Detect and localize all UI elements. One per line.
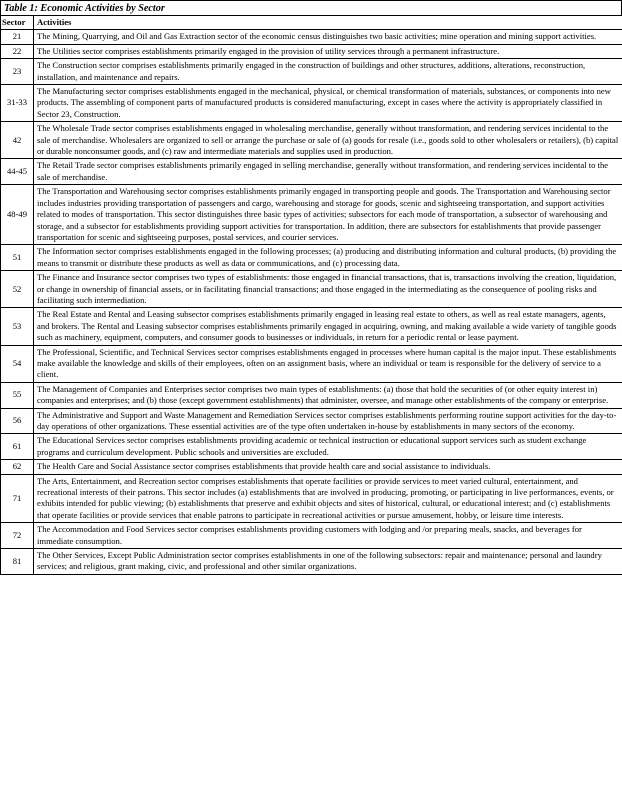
table-row bbox=[1, 185, 622, 245]
activity-description: The Finance and Insurance sector comprises two types of establishments: those engaged in financial transactions, that is, transactions involving the creation, liquidation, or change in ownership of financial assets, or in facilitating financial transactions; and those engaged in the intermediating as the consequence of pooling risks and facilitating such intermediation. bbox=[34, 271, 622, 308]
table-row bbox=[1, 345, 622, 382]
activity-description: The Professional, Scientific, and Technical Services sector comprises establishments engaged in processes where human capital is the major input. These establishments make available the knowledge and skills of their employees, often on an assignment basis, where an individual or team is responsible for the delivery of service to a client. bbox=[34, 345, 622, 382]
activity-description: The Other Services, Except Public Administration sector comprises establishments in one of the following subsectors: repair and maintenance; personal and laundry services; and religious, grant making, civic, and professional and other similar organizations. bbox=[34, 549, 622, 575]
table-row bbox=[1, 549, 622, 575]
sector-code: 31-33 bbox=[1, 85, 34, 122]
sector-code: 51 bbox=[1, 245, 34, 271]
table-row bbox=[1, 59, 622, 85]
sector-code: 22 bbox=[1, 44, 34, 58]
table-row bbox=[1, 30, 622, 44]
sector-code: 61 bbox=[1, 434, 34, 460]
table-row bbox=[1, 122, 622, 159]
activity-description: The Arts, Entertainment, and Recreation sector comprises establishments that operate facilities or provide services to meet varied cultural, entertainment, and recreational interests of their patrons. This sector includes (a) establishments that are involved in producing, promoting, or participating in live performances, events, or exhibits intended for public viewing; (b) establishments that preserve and exhibit objects and sites of historical, cultural, or educational interest; and (c) establishments that operate facilities or provide services that enable patrons to participate in recreational activities or pursue amusement, hobby, or leisure time interests. bbox=[34, 474, 622, 523]
activity-description: The Health Care and Social Assistance sector comprises establishments that provide health care and social assistance to individuals. bbox=[34, 460, 622, 474]
activity-description: The Mining, Quarrying, and Oil and Gas Extraction sector of the economic census distinguishes two basic activities; mine operation and mining support activities. bbox=[34, 30, 622, 44]
sector-code: 21 bbox=[1, 30, 34, 44]
activity-description: The Administrative and Support and Waste Management and Remediation Services sector comprises establishments performing routine support activities for the day-to-day operations of other organizations. These essential activities are of the type often undertaken in-house by establishments in many sectors of the economy. bbox=[34, 408, 622, 434]
table-row bbox=[1, 245, 622, 271]
sector-code: 54 bbox=[1, 345, 34, 382]
activity-description: The Utilities sector comprises establishments primarily engaged in the provision of utility services through a permanent infrastructure. bbox=[34, 44, 622, 58]
activity-description: The Information sector comprises establishments engaged in the following processes; (a) producing and distributing information and cultural products, (b) providing the means to transmit or distribute these products as well as data or communications, and (c) processing data. bbox=[34, 245, 622, 271]
table-row bbox=[1, 44, 622, 58]
activity-description: The Wholesale Trade sector comprises establishments engaged in wholesaling merchandise, generally without transformation, and rendering services incidental to the sale of merchandise. Wholesalers are organized to sell or arrange the purchase or sale of (a) goods for resale (i.e., goods sold to other wholesalers or retailers), (b) capital or durable nonconsumer goods, and (c) raw and intermediate materials and supplies used in production. bbox=[34, 122, 622, 159]
table-row bbox=[1, 474, 622, 523]
sector-code: 48-49 bbox=[1, 185, 34, 245]
sector-code: 23 bbox=[1, 59, 34, 85]
table-row bbox=[1, 308, 622, 345]
sector-code: 52 bbox=[1, 271, 34, 308]
economic-activities-table bbox=[0, 15, 622, 575]
activities-column-header: Activities bbox=[34, 16, 622, 30]
table-caption: Table 1: Economic Activities by Sector bbox=[0, 0, 622, 15]
activity-description: The Educational Services sector comprises establishments providing academic or technical instruction or educational support services such as student exchange programs and curriculum development. Public schools and universities are excluded. bbox=[34, 434, 622, 460]
activity-description: The Construction sector comprises establishments primarily engaged in the construction of buildings and other structures, additions, alterations, reconstruction, installation, and maintenance and repairs. bbox=[34, 59, 622, 85]
table-row bbox=[1, 382, 622, 408]
table-row bbox=[1, 434, 622, 460]
table-row bbox=[1, 85, 622, 122]
sector-code: 44-45 bbox=[1, 159, 34, 185]
table-row bbox=[1, 271, 622, 308]
activity-description: The Management of Companies and Enterprises sector comprises two main types of establishments: (a) those that hold the securities of (or other equity interest in) companies and enterprises; and (b) those (except government establishments) that administer, oversee, and manage other establishments of the company or enterprise. bbox=[34, 382, 622, 408]
table-header-row bbox=[1, 16, 622, 30]
sector-code: 55 bbox=[1, 382, 34, 408]
sector-code: 56 bbox=[1, 408, 34, 434]
sector-code: 53 bbox=[1, 308, 34, 345]
activity-description: The Manufacturing sector comprises establishments engaged in the mechanical, physical, or chemical transformation of materials, substances, or components into new products. The assembling of component parts of manufactured products is considered manufacturing, except in cases where the activity is appropriately classified in Sector 23, Construction. bbox=[34, 85, 622, 122]
sector-code: 71 bbox=[1, 474, 34, 523]
table-row bbox=[1, 408, 622, 434]
sector-code: 81 bbox=[1, 549, 34, 575]
sector-code: 72 bbox=[1, 523, 34, 549]
activity-description: The Retail Trade sector comprises establishments primarily engaged in selling merchandise, generally without transformation, and rendering services incidental to the sale of merchandise. bbox=[34, 159, 622, 185]
table-row bbox=[1, 460, 622, 474]
sector-code: 62 bbox=[1, 460, 34, 474]
table-row bbox=[1, 159, 622, 185]
sector-code: 42 bbox=[1, 122, 34, 159]
activity-description: The Transportation and Warehousing sector comprises establishments primarily engaged in transporting people and goods. The Transportation and Warehousing sector includes industries providing transportation of passengers and cargo, warehousing and storage for goods, scenic and sightseeing transportation, and support activities related to modes of transportation. This sector distinguishes three basic types of activities; subsectors for each mode of transportation, a subsector of warehousing and storage, and a subsector for establishments providing support activities for transportation. In addition, there are subsectors for establishments that provide passenger transportation for scenic and sightseeing purposes, postal services, and courier services. bbox=[34, 185, 622, 245]
activity-description: The Accommodation and Food Services sector comprises establishments providing customers with lodging and /or preparing meals, snacks, and beverages for immediate consumption. bbox=[34, 523, 622, 549]
table-row bbox=[1, 523, 622, 549]
sector-column-header: Sector bbox=[1, 16, 34, 30]
activity-description: The Real Estate and Rental and Leasing subsector comprises establishments primarily engaged in leasing real estate to others, as well as real estate managers, agents, and brokers. The Rental and Leasing subsector comprises establishments primarily engaged in acquiring, owning, and making available a wide variety of tangible goods such as machinery, equipment, computers, and consumer goods to businesses or individuals, in return for a periodic rental or lease payment. bbox=[34, 308, 622, 345]
